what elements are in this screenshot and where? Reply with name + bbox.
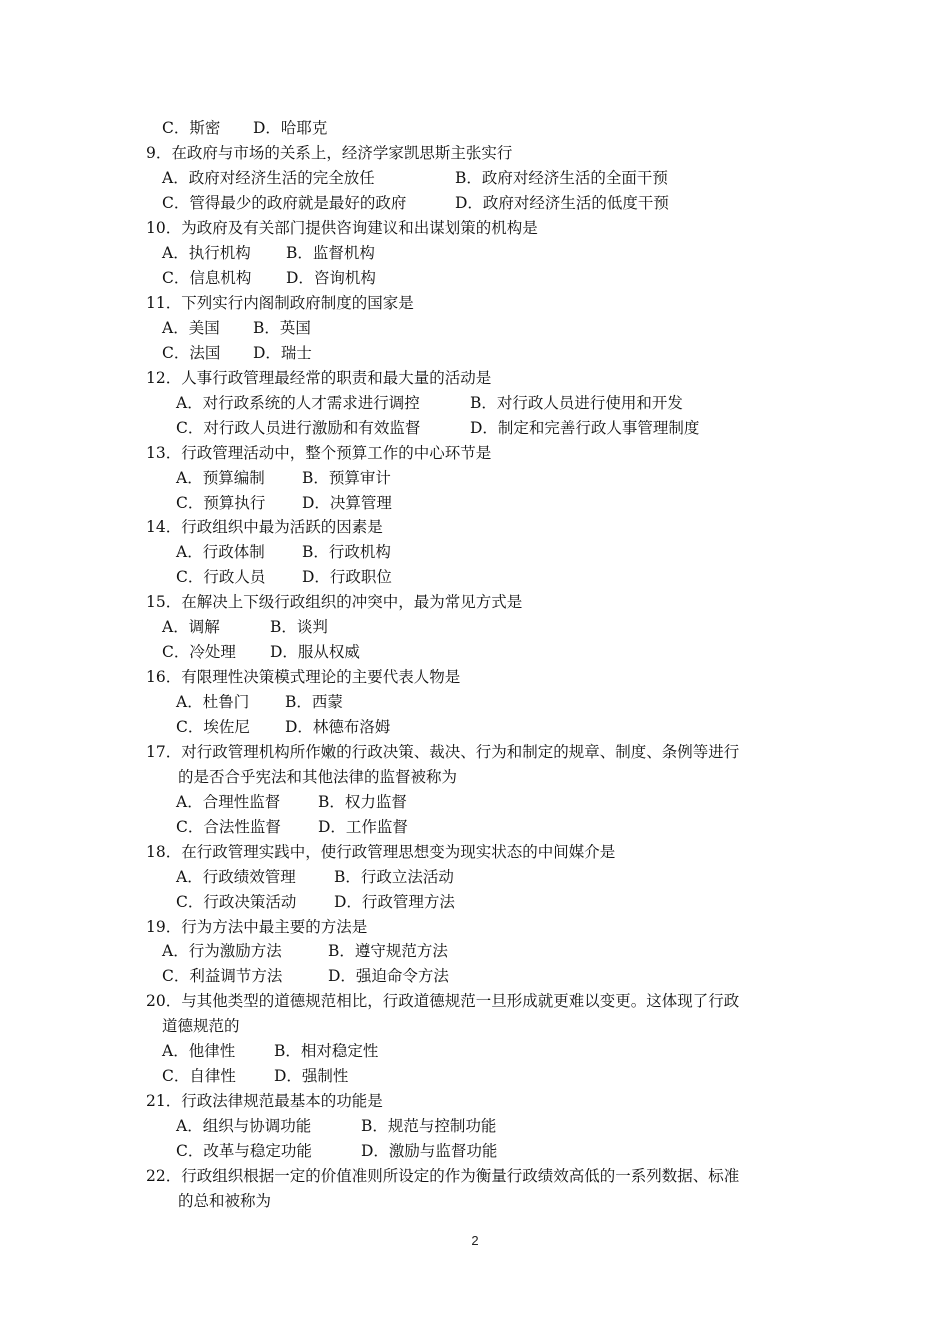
answer-option: C．行政决策活动: [176, 893, 297, 911]
answer-option: B．相对稳定性: [274, 1042, 379, 1060]
answer-option: C．对行政人员进行激励和有效监督: [176, 419, 421, 437]
answer-option: C．改革与稳定功能: [176, 1142, 312, 1160]
answer-option: C．斯密: [162, 119, 221, 137]
answer-option: D．行政管理方法: [334, 893, 455, 911]
answer-option: A．他律性: [162, 1042, 236, 1060]
question-stem: 17．对行政管理机构所作嫩的行政决策、裁决、行为和制定的规章、制度、条例等进行: [146, 743, 740, 761]
answer-option: C．自律性: [162, 1067, 236, 1085]
answer-option: D．决算管理: [302, 494, 392, 512]
answer-option: D．政府对经济生活的低度干预: [455, 194, 669, 212]
question-stem: 19．行为方法中最主要的方法是: [146, 918, 368, 936]
answer-option: A．行政体制: [176, 543, 265, 561]
question-stem-continuation: 的是否合乎宪法和其他法律的监督被称为: [178, 768, 458, 786]
answer-option: B．预算审计: [302, 469, 391, 487]
question-stem: 14．行政组织中最为活跃的因素是: [146, 518, 383, 536]
answer-option: C．管得最少的政府就是最好的政府: [162, 194, 407, 212]
answer-option: A．组织与协调功能: [176, 1117, 312, 1135]
answer-option: A．美国: [162, 319, 220, 337]
answer-option: D．制定和完善行政人事管理制度: [470, 419, 700, 437]
question-stem: 20．与其他类型的道德规范相比，行政道德规范一旦形成就更难以变更。这体现了行政: [146, 992, 740, 1010]
answer-option: C．冷处理: [162, 643, 236, 661]
question-stem: 22．行政组织根据一定的价值准则所设定的作为衡量行政绩效高低的一系列数据、标准: [146, 1167, 740, 1185]
question-stem: 21．行政法律规范最基本的功能是: [146, 1092, 383, 1110]
answer-option: B．遵守规范方法: [328, 942, 448, 960]
answer-option: C．行政人员: [176, 568, 266, 586]
answer-option: D．工作监督: [318, 818, 408, 836]
answer-option: D．林德布洛姆: [285, 718, 391, 736]
answer-option: D．强迫命令方法: [328, 967, 449, 985]
page-number: 2: [471, 1233, 479, 1248]
answer-option: B．谈判: [270, 618, 328, 636]
answer-option: B．对行政人员进行使用和开发: [470, 394, 683, 412]
answer-option: D．咨询机构: [286, 269, 376, 287]
answer-option: B．监督机构: [286, 244, 375, 262]
answer-option: B．行政机构: [302, 543, 391, 561]
answer-option: A．对行政系统的人才需求进行调控: [176, 394, 420, 412]
answer-option: B．西蒙: [285, 693, 343, 711]
question-stem: 10．为政府及有关部门提供咨询建议和出谋划策的机构是: [146, 219, 538, 237]
answer-option: A．行政绩效管理: [176, 868, 296, 886]
answer-option: B．行政立法活动: [334, 868, 454, 886]
answer-option: D．行政职位: [302, 568, 392, 586]
answer-option: A．预算编制: [176, 469, 265, 487]
answer-option: A．调解: [162, 618, 220, 636]
answer-option: D．激励与监督功能: [361, 1142, 498, 1160]
answer-option: C．预算执行: [176, 494, 266, 512]
answer-option: A．杜鲁门: [176, 693, 250, 711]
question-stem: 9．在政府与市场的关系上，经济学家凯思斯主张实行: [146, 144, 513, 162]
question-stem: 16．有限理性决策模式理论的主要代表人物是: [146, 668, 461, 686]
question-stem: 18．在行政管理实践中，使行政管理思想变为现实状态的中间媒介是: [146, 843, 616, 861]
answer-option: A．执行机构: [162, 244, 251, 262]
question-stem-continuation: 道德规范的: [162, 1017, 240, 1035]
answer-option: B．政府对经济生活的全面干预: [455, 169, 668, 187]
question-stem: 11．下列实行内阁制政府制度的国家是: [146, 294, 414, 312]
answer-option: B．英国: [253, 319, 311, 337]
answer-option: D．哈耶克: [253, 119, 328, 137]
answer-option: A．政府对经济生活的完全放任: [162, 169, 375, 187]
answer-option: B．规范与控制功能: [361, 1117, 497, 1135]
answer-option: A．合理性监督: [176, 793, 281, 811]
question-stem: 15．在解决上下级行政组织的冲突中，最为常见方式是: [146, 593, 523, 611]
answer-option: D．强制性: [274, 1067, 349, 1085]
answer-option: D．服从权威: [270, 643, 360, 661]
answer-option: B．权力监督: [318, 793, 407, 811]
answer-option: C．埃佐尼: [176, 718, 250, 736]
answer-option: C．法国: [162, 344, 221, 362]
answer-option: D．瑞士: [253, 344, 312, 362]
answer-option: C．合法性监督: [176, 818, 281, 836]
answer-option: C．信息机构: [162, 269, 252, 287]
question-stem: 13．行政管理活动中，整个预算工作的中心环节是: [146, 444, 492, 462]
question-stem-continuation: 的总和被称为: [178, 1192, 272, 1210]
answer-option: A．行为激励方法: [162, 942, 282, 960]
question-stem: 12．人事行政管理最经常的职责和最大量的活动是: [146, 369, 492, 387]
answer-option: C．利益调节方法: [162, 967, 283, 985]
